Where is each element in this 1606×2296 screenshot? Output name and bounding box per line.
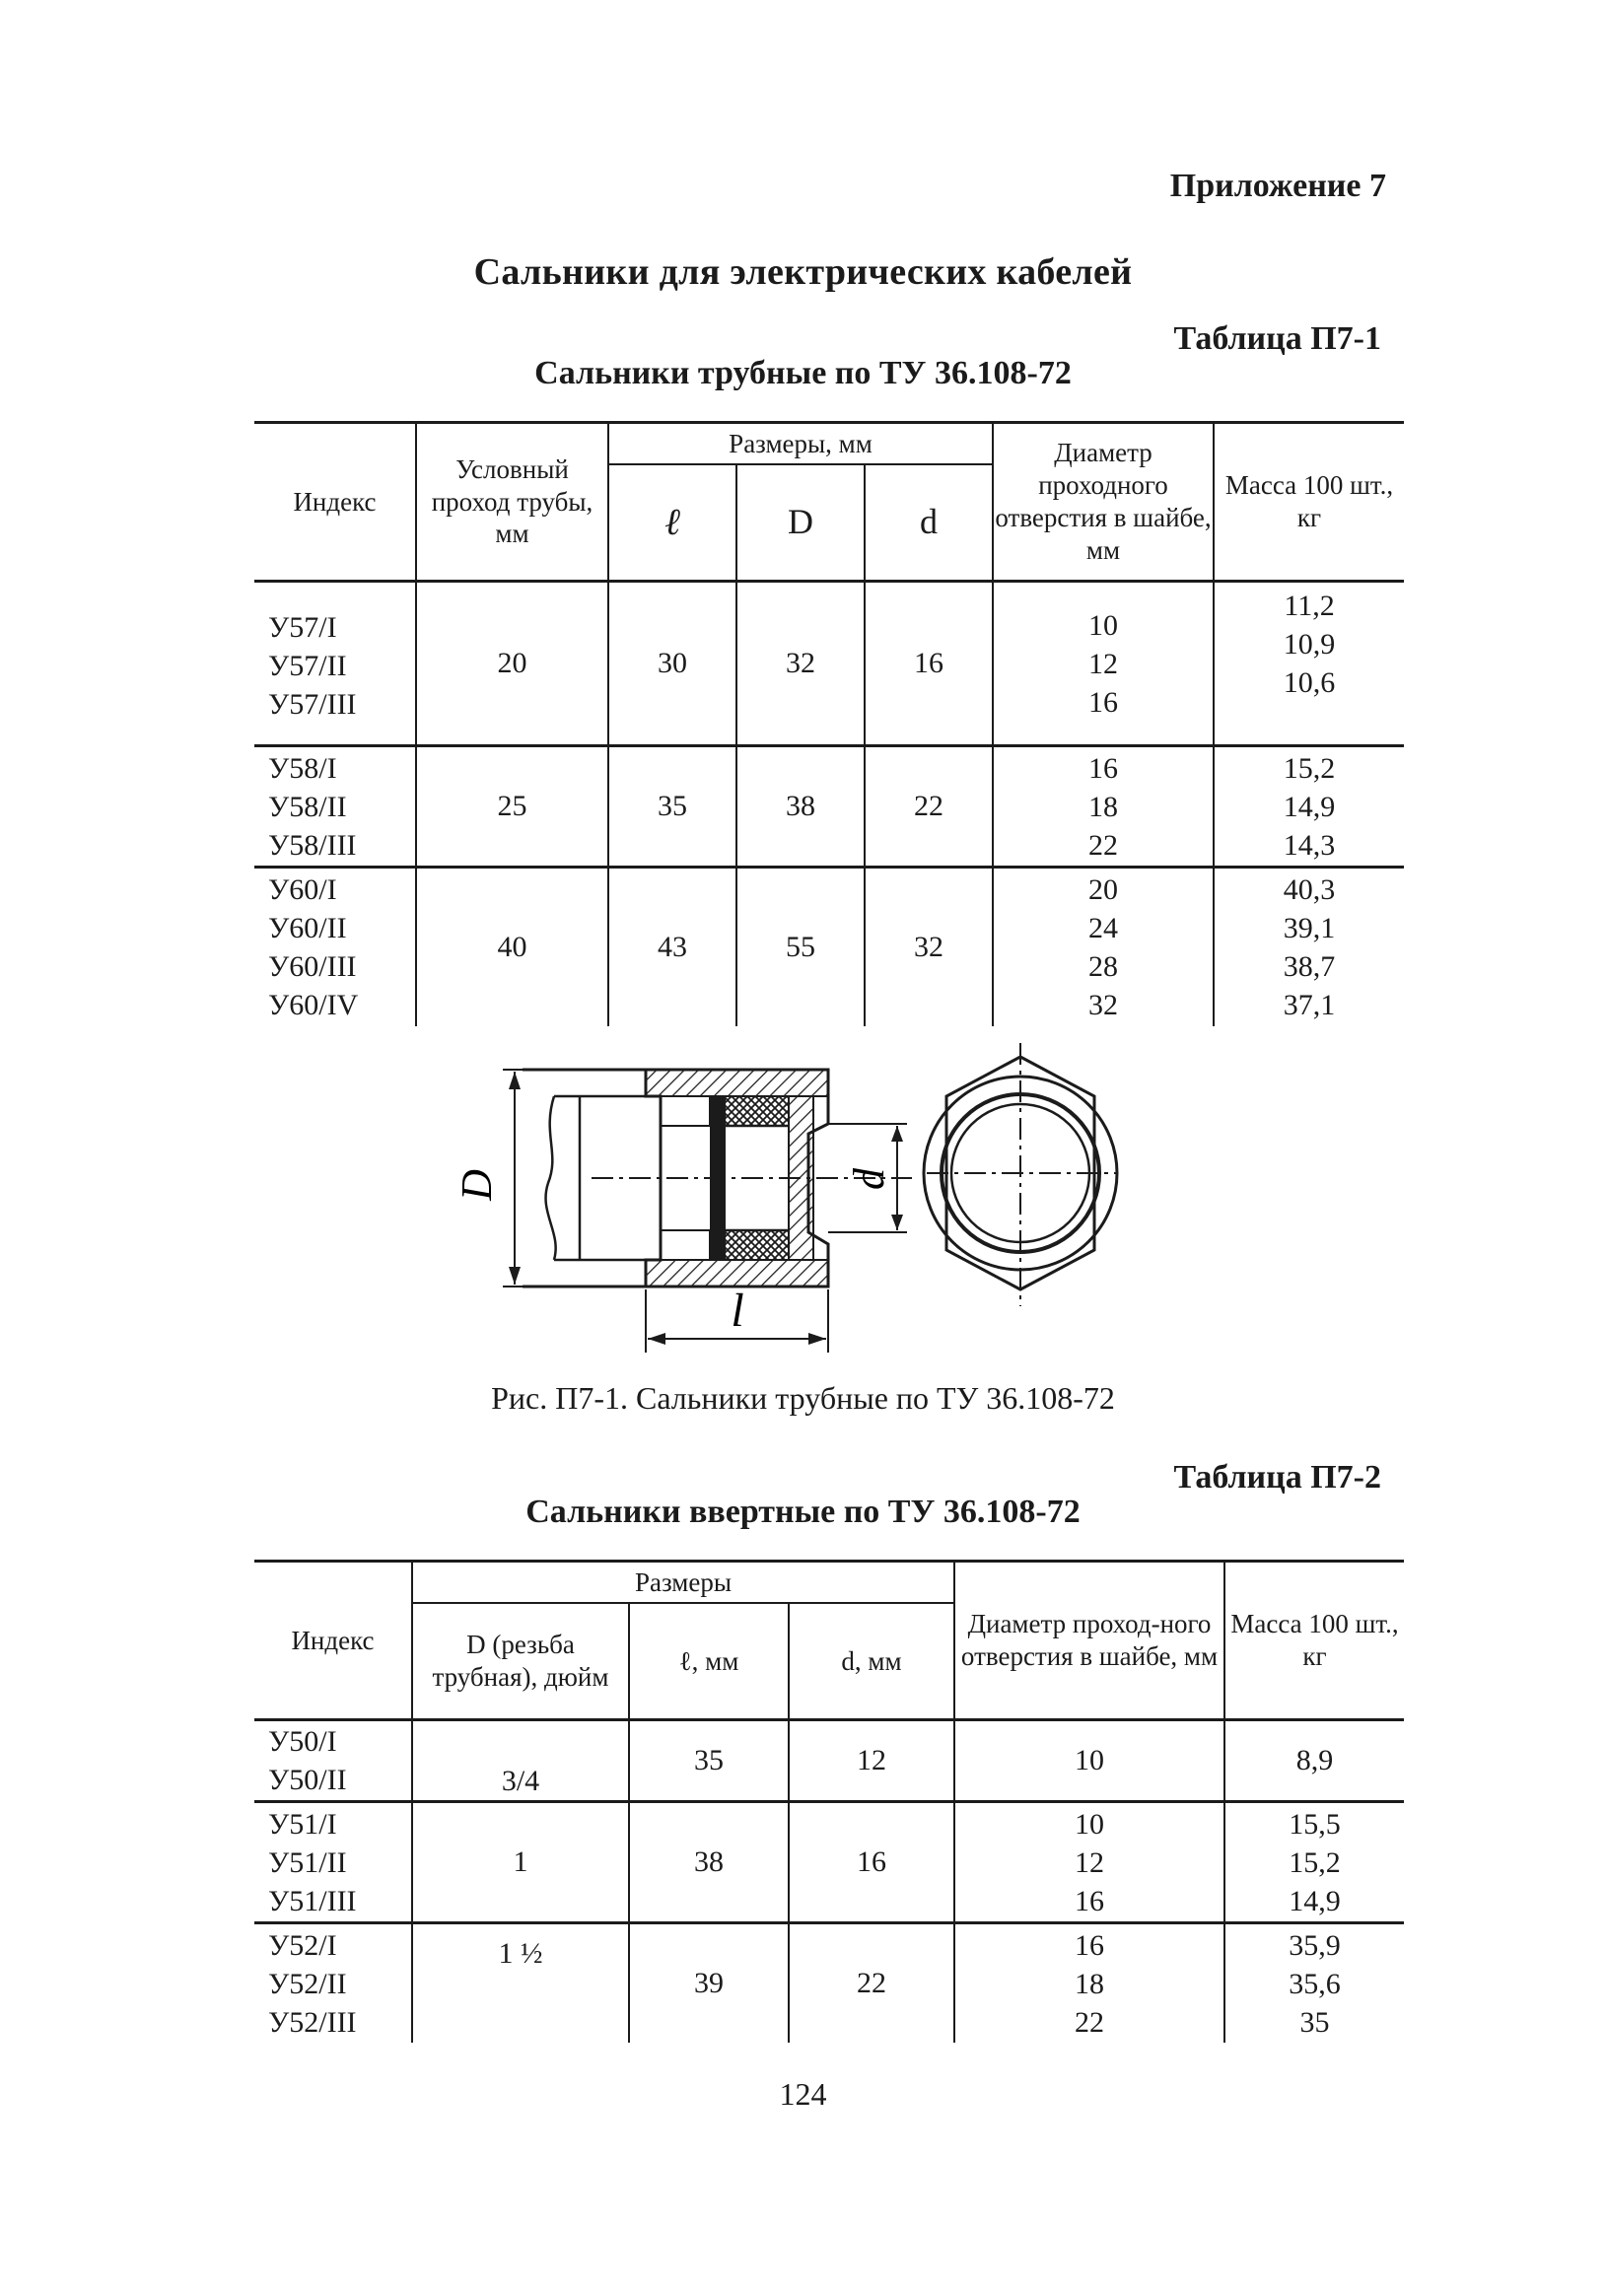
- thread-cell: 1 ½: [412, 1923, 629, 2044]
- d-cell: 16: [789, 1802, 954, 1923]
- table1-title: Сальники трубные по ТУ 36.108-72: [534, 355, 1072, 391]
- hole-cell: 10: [1075, 1807, 1105, 1841]
- table-row: [254, 582, 1404, 746]
- t1-header-mass: Масса 100 шт., кг: [1214, 423, 1404, 582]
- mass-cell: 10,6: [1283, 666, 1336, 699]
- end-view: [924, 1043, 1117, 1306]
- table-row: [254, 1720, 1404, 1802]
- t1-header-D: D: [736, 464, 865, 582]
- mass-cell: 38,7: [1283, 950, 1336, 983]
- row-index: У57/II: [268, 649, 347, 682]
- d-cell: 22: [789, 1923, 954, 2044]
- row-index: У60/II: [268, 912, 347, 944]
- table-row: [254, 1802, 1404, 1923]
- hole-cell: 16: [1075, 1884, 1105, 1917]
- t1-header-hole: Диаметр проходного отверстия в шайбе, мм: [993, 423, 1214, 582]
- l-cell: 30: [608, 582, 736, 746]
- hole-cell: 22: [1075, 2005, 1105, 2039]
- mass-cell: 11,2: [1284, 590, 1335, 622]
- mass-cell: 8,9: [1224, 1720, 1404, 1802]
- hole-cell: 12: [1075, 1845, 1105, 1879]
- row-index: У58/I: [268, 751, 337, 785]
- row-index: У60/III: [268, 950, 357, 983]
- dim-d-label: d: [845, 1168, 893, 1190]
- t2-header-d: d, мм: [789, 1603, 954, 1720]
- thread-cell: 1: [412, 1802, 629, 1923]
- hole-cell: 18: [1088, 790, 1119, 823]
- mass-cell: 15,2: [1283, 751, 1336, 785]
- row-index: У51/I: [268, 1807, 337, 1841]
- figure-caption: Рис. П7-1. Сальники трубные по ТУ 36.108-72: [491, 1380, 1115, 1416]
- row-index: У51/III: [268, 1884, 357, 1917]
- D-cell: 55: [736, 868, 865, 1027]
- l-cell: 35: [608, 746, 736, 868]
- hole-cell: 32: [1088, 989, 1119, 1021]
- l-cell: 38: [629, 1802, 789, 1923]
- t1-header-index: Индекс: [254, 423, 416, 582]
- hole-cell: 24: [1088, 912, 1119, 944]
- hole-cell: 12: [1088, 647, 1119, 680]
- D-cell: 38: [736, 746, 865, 868]
- t2-header-mass: Масса 100 шт., кг: [1224, 1562, 1404, 1720]
- l-cell: 39: [629, 1923, 789, 2044]
- t2-header-index: Индекс: [254, 1562, 412, 1720]
- mass-cell: 10,9: [1283, 628, 1336, 661]
- appendix-label: Приложение 7: [1169, 168, 1386, 204]
- hole-cell: 20: [1088, 873, 1119, 906]
- row-index: У52/III: [268, 2005, 357, 2039]
- row-index: У60/I: [268, 873, 337, 906]
- thread-cell: 3/4: [412, 1720, 629, 1802]
- row-index: У50/I: [268, 1725, 337, 1758]
- t1-header-l: ℓ: [608, 464, 736, 582]
- row-index: У57/I: [268, 610, 337, 644]
- mass-cell: 14,9: [1283, 790, 1336, 823]
- row-index: У58/III: [268, 828, 357, 862]
- hole-cell: 10: [1088, 608, 1119, 642]
- dim-l-label: l: [731, 1285, 744, 1337]
- mass-cell: 14,3: [1283, 828, 1336, 862]
- table2-title: Сальники ввертные по ТУ 36.108-72: [525, 1494, 1081, 1530]
- mass-cell: 37,1: [1283, 989, 1336, 1021]
- l-cell: 35: [629, 1720, 789, 1802]
- table2: [254, 1560, 1404, 2043]
- page-title: Сальники для электрических кабелей: [473, 251, 1133, 293]
- t1-header-sizes: Размеры, мм: [608, 423, 993, 465]
- side-view: [453, 1070, 912, 1353]
- mass-cell: 35: [1299, 2005, 1330, 2039]
- bore-cell: 40: [416, 868, 608, 1027]
- mass-cell: 15,5: [1289, 1807, 1341, 1841]
- table2-label: Таблица П7-2: [1173, 1459, 1381, 1496]
- page-number: 124: [779, 2076, 827, 2112]
- row-index: У58/II: [268, 790, 347, 823]
- table-row: [254, 868, 1404, 1027]
- dim-D-label: D: [453, 1169, 501, 1201]
- t2-header-l: ℓ, мм: [629, 1603, 789, 1720]
- d-cell: 12: [789, 1720, 954, 1802]
- row-index: У52/I: [268, 1928, 337, 1962]
- row-index: У50/II: [268, 1764, 347, 1796]
- row-index: У57/III: [268, 687, 357, 721]
- mass-cell: 39,1: [1283, 912, 1336, 944]
- D-cell: 32: [736, 582, 865, 746]
- mass-cell: 14,9: [1289, 1884, 1341, 1917]
- row-index: У52/II: [268, 1967, 347, 2000]
- hole-cell: 16: [1075, 1928, 1105, 1962]
- mass-cell: 35,9: [1289, 1928, 1341, 1962]
- hole-cell: 16: [1088, 685, 1119, 719]
- t1-header-bore: Условный проход трубы, мм: [416, 423, 608, 582]
- gland-drawing: [453, 1025, 1173, 1370]
- row-index: У51/II: [268, 1845, 347, 1879]
- t2-header-thread: D (резьба трубная), дюйм: [412, 1603, 629, 1720]
- mass-cell: 35,6: [1289, 1967, 1341, 2000]
- table-row: [254, 746, 1404, 868]
- d-cell: 22: [865, 746, 993, 868]
- mass-cell: 40,3: [1283, 873, 1336, 906]
- t2-header-sizes: Размеры: [412, 1562, 954, 1604]
- row-index: У60/IV: [268, 989, 359, 1021]
- hole-cell: 18: [1075, 1967, 1105, 2000]
- table1-label: Таблица П7-1: [1173, 320, 1381, 357]
- t1-header-d: d: [865, 464, 993, 582]
- d-cell: 32: [865, 868, 993, 1027]
- hole-cell: 22: [1088, 828, 1119, 862]
- bore-cell: 25: [416, 746, 608, 868]
- d-cell: 16: [865, 582, 993, 746]
- hole-cell: 28: [1088, 950, 1119, 983]
- hole-cell: 10: [954, 1720, 1224, 1802]
- table-row: [254, 1923, 1404, 2044]
- table1: [254, 421, 1404, 1026]
- l-cell: 43: [608, 868, 736, 1027]
- mass-cell: 15,2: [1289, 1845, 1341, 1879]
- bore-cell: 20: [416, 582, 608, 746]
- t2-header-hole: Диаметр проход-ного отверстия в шайбе, мм: [954, 1562, 1224, 1720]
- hole-cell: 16: [1088, 751, 1119, 785]
